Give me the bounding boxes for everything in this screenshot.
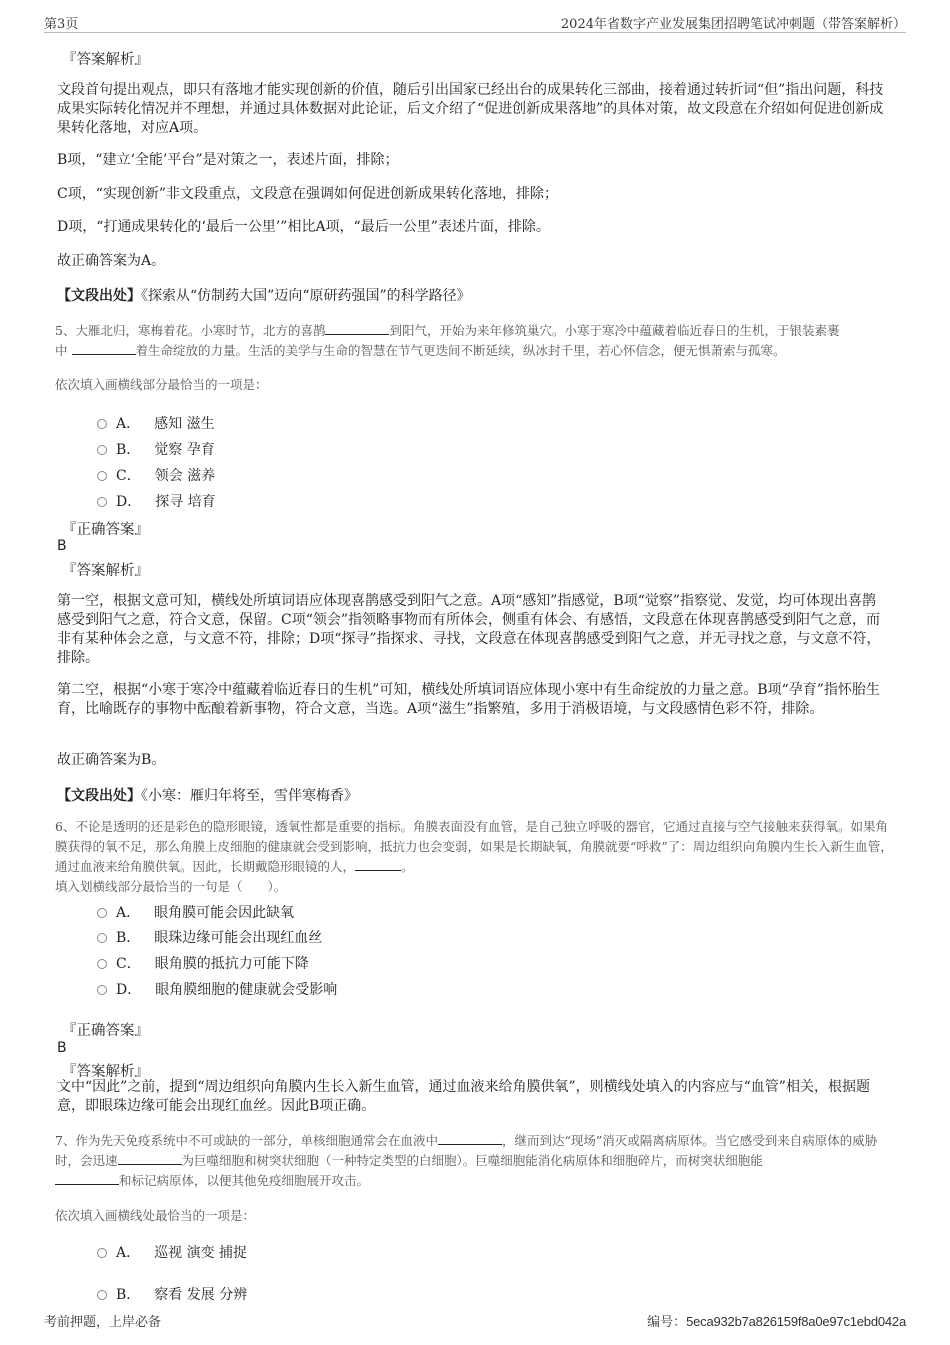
radio-icon[interactable] <box>97 471 107 481</box>
analysis-label: 『答案解析』 <box>62 1064 149 1080</box>
question-prompt: 填入划横线部分最恰当的一句是（ ）。 <box>55 879 287 894</box>
radio-icon[interactable] <box>97 959 107 969</box>
radio-icon[interactable] <box>97 1248 107 1258</box>
fill-blank <box>118 1152 182 1165</box>
question-stem: 5、大雁北归，寒梅着花。小寒时节，北方的喜鹊 到阳气，开始为来年修筑巢穴。小寒于寒冷中蕴藏着临近春日的生机，于银装素裹 中 着生命绽放的力量。生活的美学与生命的智慧在节气更迭间不断延续，纵冰封千里，若心怀信念，便无惧萧索与孤寒。 <box>55 323 840 358</box>
analysis-paragraph: C项，“实现创新”非文段重点，文段意在强调如何促进创新成果转化落地，排除； <box>57 186 559 202</box>
radio-icon[interactable] <box>97 497 107 507</box>
question-prompt: 依次填入画横线处最恰当的一项是： <box>55 1208 256 1223</box>
source-label: 【文段出处】 <box>57 288 141 304</box>
analysis-label: 『答案解析』 <box>62 563 149 579</box>
text-source <box>57 285 471 305</box>
option-d[interactable]: D． 探寻 培育 <box>97 491 216 511</box>
analysis-label: 『答案解析』 <box>62 52 149 68</box>
page-number: 第3页 <box>44 17 79 32</box>
text-source <box>57 785 358 805</box>
option-b[interactable]: B． 察看 发展 分辨 <box>97 1284 247 1304</box>
option-c[interactable]: C． 眼角膜的抵抗力可能下降 <box>97 953 309 973</box>
fill-blank <box>438 1132 502 1145</box>
correct-answer: B <box>57 1040 67 1056</box>
radio-icon[interactable] <box>97 445 107 455</box>
analysis-paragraph: 文中“因此”之前，提到“周边组织向角膜内生长入新生血管，通过血液来给角膜供氧”，则横线处填入的内容应与“血管”相关，根据题意，即眼珠边缘可能会出现红血丝。因此B项正确。 <box>57 1079 870 1114</box>
radio-icon[interactable] <box>97 1290 107 1300</box>
correct-answer: B <box>57 538 67 554</box>
source-title: 《探索从“仿制药大国”迈向“原研药强国”的科学路径》 <box>141 288 471 304</box>
page-header <box>44 12 906 33</box>
correct-answer-label: 『正确答案』 <box>62 522 149 538</box>
page-footer <box>44 1311 906 1331</box>
analysis-paragraph: 第二空，根据“小寒于寒冷中蕴藏着临近春日的生机”可知，横线处所填词语应体现小寒中有生命绽放的力量之意。B项“孕育”指怀胎生育，比喻既存的事物中酝酿着新事物，符合文意，当选。A项“滋生”指繁殖，多用于消极语境，与文段感情色彩不符，排除。 <box>57 682 880 717</box>
option-a[interactable]: A． 感知 滋生 <box>97 413 215 433</box>
source-label: 【文段出处】 <box>57 788 141 804</box>
question-stem: 6、不论是透明的还是彩色的隐形眼镜，透氧性都是重要的指标。角膜表面没有血管，是自己独立呼吸的器官，它通过直接与空气接触来获得氧。如果角膜获得的氧不足，那么角膜上皮细胞的健康就会受到影响，抵抗力也会变弱，如果是长期缺氧，角膜就要“呼救”了：周边组织向角膜内生长入新生血管，通过血液来给角膜供氧。因此，长期戴隐形眼镜的人， 。 <box>55 819 893 874</box>
analysis-paragraph: 文段首句提出观点，即只有落地才能实现创新的价值，随后引出国家已经出台的成果转化三部曲，接着通过转折词“但”指出问题，科技成果实际转化情况并不理想，并通过具体数据对此论证，后文介绍了“促进创新成果落地”的具体对策，故文段意在介绍如何促进创新成果转化落地，对应A项。 <box>57 82 884 136</box>
option-c[interactable]: C． 领会 滋养 <box>97 465 215 485</box>
question-prompt: 依次填入画横线部分最恰当的一项是： <box>55 377 268 392</box>
analysis-paragraph: 第一空，根据文意可知，横线处所填词语应体现喜鹊感受到阳气之意。A项“感知”指感觉，B项“觉察”指察觉、发觉，均可体现出喜鹊感受到阳气之意，符合文意，保留。C项“领会”指领略事物而有所体会，侧重有体会、有感悟，文段意在体现喜鹊感受到阳气之意，而非有某种体会之意，与文意不符，排除；D项“探寻”指探求、寻找，文段意在体现喜鹊感受到阳气之意，并无寻找之意，与文意不符，排除。 <box>57 593 881 666</box>
answer-conclusion: 故正确答案为A。 <box>57 253 166 269</box>
radio-icon[interactable] <box>97 985 107 995</box>
fill-blank <box>72 342 136 355</box>
radio-icon[interactable] <box>97 908 107 918</box>
radio-icon[interactable] <box>97 419 107 429</box>
option-b[interactable]: B． 觉察 孕育 <box>97 439 215 459</box>
radio-icon[interactable] <box>97 933 107 943</box>
document-code: 编号：5eca932b7a826159f8a0e97c1ebd042a <box>647 1314 906 1330</box>
answer-conclusion: 故正确答案为B。 <box>57 752 166 768</box>
footer-slogan: 考前押题，上岸必备 <box>44 1315 162 1330</box>
option-a[interactable]: A． 巡视 演变 捕捉 <box>97 1242 247 1262</box>
analysis-paragraph: D项，“打通成果转化的‘最后一公里’”相比A项，“最后一公里”表述片面，排除。 <box>57 219 550 235</box>
option-b[interactable]: B． 眼珠边缘可能会出现红血丝 <box>97 927 322 947</box>
option-a[interactable]: A． 眼角膜可能会因此缺氧 <box>97 902 294 922</box>
document-title: 2024年省数字产业发展集团招聘笔试冲刺题（带答案解析） <box>560 17 906 32</box>
option-d[interactable]: D． 眼角膜细胞的健康就会受影响 <box>97 979 337 999</box>
source-title: 《小寒：雁归年将至，雪伴寒梅香》 <box>141 788 358 804</box>
analysis-paragraph: B项，“建立‘全能’平台”是对策之一，表述片面，排除； <box>57 152 399 168</box>
fill-blank <box>355 858 401 871</box>
correct-answer-label: 『正确答案』 <box>62 1023 149 1039</box>
question-stem: 7、作为先天免疫系统中不可或缺的一部分，单核细胞通常会在血液中 ，继而到达“现场”消灭或隔离病原体。当它感受到来自病原体的威胁时，会迅速 为巨噬细胞和树突状细胞（一种特定类型的白细胞）。巨噬细胞能消化病原体和细胞碎片，而树突状细胞能 和标记病原体，以便其他免疫细胞展开攻击。 <box>55 1133 878 1188</box>
fill-blank <box>55 1172 119 1185</box>
fill-blank <box>325 322 389 335</box>
